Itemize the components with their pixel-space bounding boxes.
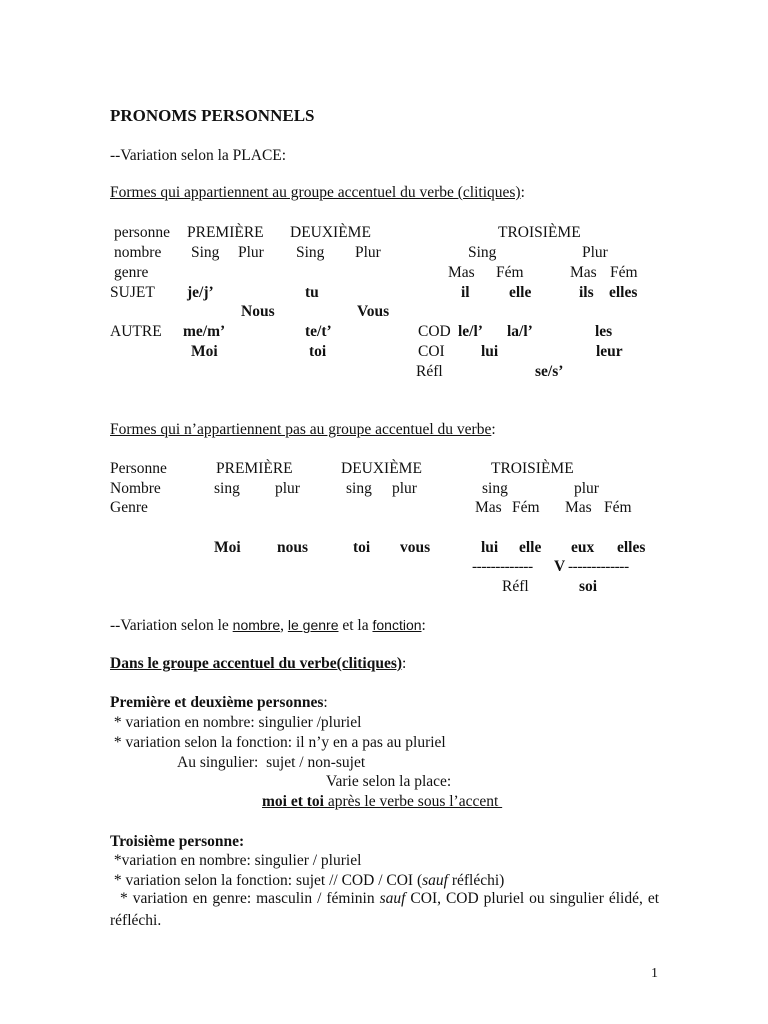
tp-genre-sauf: sauf xyxy=(379,890,406,907)
t1-plur-2: Plur xyxy=(355,244,381,261)
clitiques-heading-colon: : xyxy=(520,184,525,201)
t1-vous: Vous xyxy=(357,303,390,320)
tp-line-nombre: *variation en nombre: singulier / pluriel xyxy=(110,852,362,869)
t1-mas-1: Mas xyxy=(448,264,475,281)
t2-vous: vous xyxy=(400,539,431,556)
pd-accent-rest: après le verbe sous l’accent xyxy=(323,793,503,810)
t1-personne-label: personne xyxy=(114,224,170,241)
pd-line-nombre: * variation en nombre: singulier /pluriel xyxy=(110,714,362,731)
t1-premiere: PREMIÈRE xyxy=(187,224,264,241)
clitiques-heading-text: Formes qui appartiennent au groupe accentuel du verbe (clitiques) xyxy=(110,184,521,201)
page-number: 1 xyxy=(651,966,658,981)
word-nombre: nombre xyxy=(232,617,281,633)
t1-genre-label: genre xyxy=(114,264,149,281)
t2-dashes-right: ------------- xyxy=(568,558,629,575)
pd-line-fonction: * variation selon la fonction: il n’y en a pas au pluriel xyxy=(110,734,446,751)
section-variation-suffix: : xyxy=(421,617,426,634)
premiere-deuxieme-heading-colon: : xyxy=(323,694,328,711)
t1-cod-label: COD xyxy=(418,323,451,340)
section-place-heading xyxy=(110,148,286,164)
t2-deuxieme: DEUXIÈME xyxy=(341,460,422,477)
groupe-accentuel-heading xyxy=(110,656,406,672)
t1-nous: Nous xyxy=(241,303,275,320)
t1-se: se/s’ xyxy=(535,363,564,380)
pd-toi: toi xyxy=(306,793,324,810)
t1-je: je/j’ xyxy=(187,284,214,301)
t1-te: te/t’ xyxy=(305,323,332,340)
clitiques-heading xyxy=(110,185,525,201)
page-title: PRONOMS PERSONNELS xyxy=(110,106,315,125)
t1-tu: tu xyxy=(305,284,319,301)
tp-genre-b: COI, COD pluriel ou singulier élidé, et réfléchi. xyxy=(110,890,660,929)
t1-les: les xyxy=(595,323,613,340)
t1-elle: elle xyxy=(509,284,532,301)
premiere-deuxieme-heading xyxy=(110,695,328,711)
tp-line-fonction xyxy=(110,873,504,889)
section-variation-heading xyxy=(110,618,426,634)
troisieme-heading: Troisième personne: xyxy=(110,833,245,850)
pd-line-place: Varie selon la place: xyxy=(326,773,452,790)
t2-toi: toi xyxy=(353,539,371,556)
t2-premiere: PREMIÈRE xyxy=(216,460,293,477)
t2-plur-2: plur xyxy=(392,480,417,497)
t1-le: le/l’ xyxy=(458,323,483,340)
t1-lui: lui xyxy=(481,343,499,360)
t1-plur-3: Plur xyxy=(582,244,608,261)
t2-lui: lui xyxy=(481,539,499,556)
t1-coi-label: COI xyxy=(418,343,445,360)
t1-sing-1: Sing xyxy=(191,244,220,261)
t2-genre-label: Genre xyxy=(110,499,148,516)
t1-ils: ils xyxy=(579,284,594,301)
pd-et: et xyxy=(286,793,307,810)
section-place-word: PLACE xyxy=(232,147,282,164)
t2-dashes-left: ------------- xyxy=(472,558,533,575)
non-clitiques-heading-text: Formes qui n’appartiennent pas au groupe accentuel du verbe xyxy=(110,421,492,438)
tp-fonction-a: * variation selon la fonction: sujet // COD / COI ( xyxy=(110,872,423,889)
pd-line-accent xyxy=(262,794,502,810)
tp-fonction-sauf: sauf xyxy=(422,872,448,889)
groupe-accentuel-heading-colon: : xyxy=(402,655,407,672)
tp-fonction-b: réfléchi) xyxy=(447,872,505,889)
t1-autre-label: AUTRE xyxy=(110,323,162,340)
t2-mas-2: Mas xyxy=(565,499,592,516)
t1-nombre-label: nombre xyxy=(114,244,162,261)
t1-il: il xyxy=(461,284,470,301)
t1-sujet-label: SUJET xyxy=(110,284,155,301)
premiere-deuxieme-heading-text: Première et deuxième personnes xyxy=(110,694,324,711)
section-variation-middle: et la xyxy=(338,617,373,634)
t2-nombre-label: Nombre xyxy=(110,480,161,497)
t1-la: la/l’ xyxy=(507,323,533,340)
t1-fem-2: Fém xyxy=(610,264,638,281)
t2-fem-1: Fém xyxy=(512,499,540,516)
t2-plur-1: plur xyxy=(275,480,300,497)
t2-eux: eux xyxy=(571,539,595,556)
t2-troisieme: TROISIÈME xyxy=(491,460,574,477)
t1-moi: Moi xyxy=(191,343,218,360)
t2-moi: Moi xyxy=(214,539,241,556)
t1-mas-2: Mas xyxy=(570,264,597,281)
section-place-prefix: --Variation selon la xyxy=(110,147,233,164)
tp-paragraph-genre xyxy=(110,888,659,932)
t2-elle: elle xyxy=(519,539,542,556)
t2-sing-1: sing xyxy=(214,480,240,497)
t1-plur-1: Plur xyxy=(238,244,264,261)
t2-personne-label: Personne xyxy=(110,460,167,477)
t1-troisieme: TROISIÈME xyxy=(498,224,581,241)
section-variation-comma: , xyxy=(280,617,288,634)
t2-v: V xyxy=(554,558,566,575)
tp-genre-a: * variation en genre: masculin / féminin xyxy=(110,890,380,907)
t1-sing-3: Sing xyxy=(468,244,497,261)
t2-refl-label: Réfl xyxy=(502,578,529,595)
groupe-accentuel-heading-text: Dans le groupe accentuel du verbe(clitiques) xyxy=(110,655,403,672)
non-clitiques-heading-colon: : xyxy=(491,421,496,438)
t1-refl-label: Réfl xyxy=(416,363,443,380)
t1-elles: elles xyxy=(609,284,638,301)
t1-sing-2: Sing xyxy=(296,244,325,261)
pd-moi: moi xyxy=(262,793,287,810)
t2-fem-2: Fém xyxy=(604,499,632,516)
t1-toi: toi xyxy=(309,343,327,360)
t2-nous: nous xyxy=(277,539,309,556)
word-le-genre: le genre xyxy=(287,617,339,633)
section-variation-prefix: --Variation selon le xyxy=(110,617,233,634)
t1-leur: leur xyxy=(596,343,623,360)
t2-soi: soi xyxy=(579,578,598,595)
t1-me: me/m’ xyxy=(183,323,226,340)
t2-mas-1: Mas xyxy=(475,499,502,516)
t2-sing-3: sing xyxy=(482,480,508,497)
section-place-suffix: : xyxy=(281,147,287,164)
t2-sing-2: sing xyxy=(346,480,372,497)
non-clitiques-heading xyxy=(110,422,496,438)
word-fonction: fonction xyxy=(372,617,422,633)
pd-line-singulier: Au singulier: sujet / non-sujet xyxy=(177,754,366,771)
t1-fem-1: Fém xyxy=(496,264,524,281)
t2-elles: elles xyxy=(617,539,646,556)
t1-deuxieme: DEUXIÈME xyxy=(290,224,371,241)
t2-plur-3: plur xyxy=(574,480,599,497)
